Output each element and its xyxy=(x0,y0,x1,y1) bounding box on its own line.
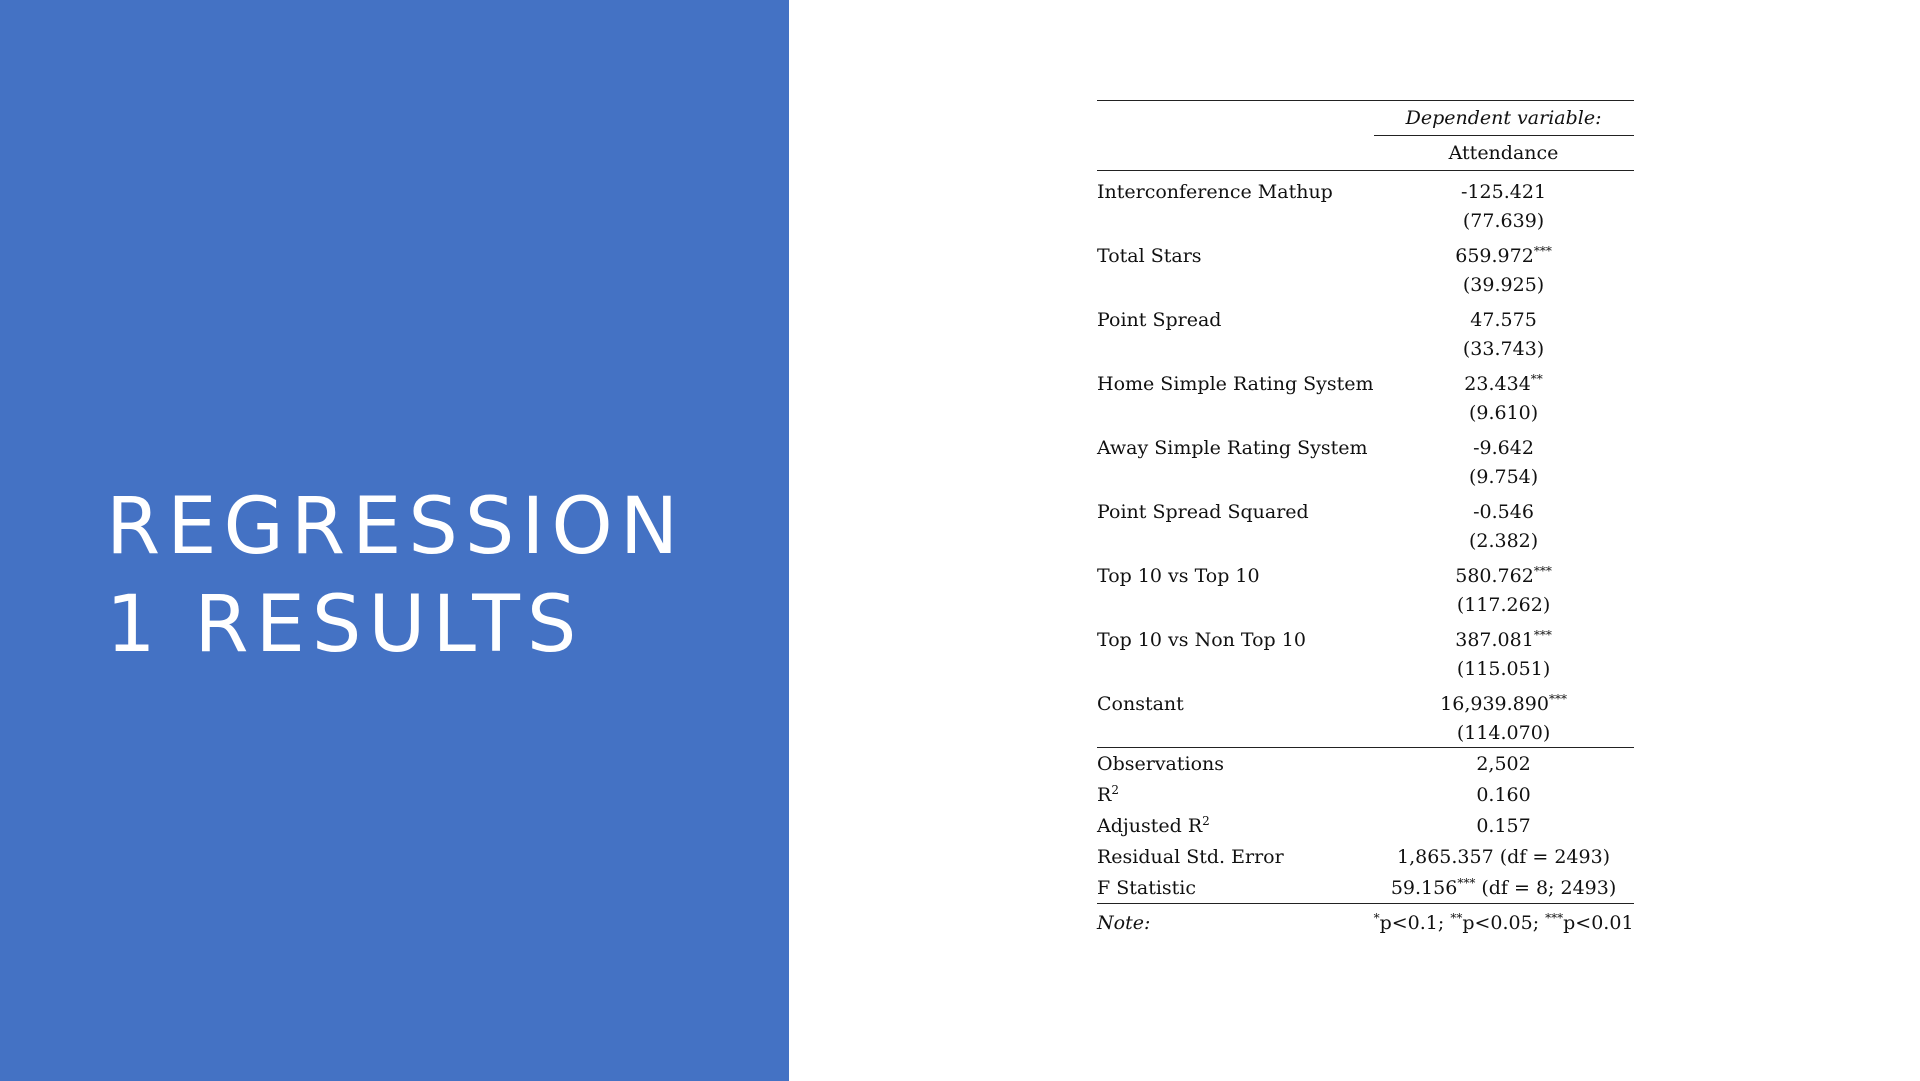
dependent-variable-row xyxy=(1097,136,1634,171)
slide-title-line-2: 1 RESULTS xyxy=(106,580,584,670)
note-row xyxy=(1097,904,1634,943)
residual-std-error-value: 1,865.357 (df = 2493) xyxy=(1396,845,1611,868)
significance-stars: *** xyxy=(1533,628,1552,642)
residual-std-error-label: Residual Std. Error xyxy=(1097,845,1284,868)
standard-error: (2.382) xyxy=(1468,530,1539,552)
coefficient-row xyxy=(1097,491,1634,527)
note-label: Note: xyxy=(1097,904,1374,943)
coefficient-name: Point Spread xyxy=(1097,309,1222,331)
significance-stars: *** xyxy=(1548,692,1567,706)
coefficient-row xyxy=(1097,363,1634,399)
coefficient-name: Interconference Mathup xyxy=(1097,181,1333,203)
coefficient-row xyxy=(1097,171,1634,208)
coefficient-estimate: 23.434 xyxy=(1464,373,1531,395)
adjusted-r-squared-value: 0.157 xyxy=(1476,814,1531,837)
dependent-variable-name: Attendance xyxy=(1374,136,1634,171)
standard-error-row xyxy=(1097,207,1634,235)
title-panel xyxy=(0,0,789,1081)
coefficient-estimate: 659.972 xyxy=(1455,245,1534,267)
standard-error-row xyxy=(1097,463,1634,491)
r-squared-label: $R^2$ xyxy=(1097,782,1119,806)
r-squared-value: 0.160 xyxy=(1476,783,1531,806)
observations-label: Observations xyxy=(1097,752,1225,775)
observations-value: 2,502 xyxy=(1476,752,1531,775)
coefficient-row xyxy=(1097,235,1634,271)
coefficient-row xyxy=(1097,619,1634,655)
coefficient-estimate: 47.575 xyxy=(1470,309,1537,331)
adjusted-r-squared-row xyxy=(1097,810,1634,841)
f-statistic-row xyxy=(1097,872,1634,904)
coefficient-estimate: 580.762 xyxy=(1455,565,1534,587)
coefficient-estimate: 16,939.890 xyxy=(1440,693,1549,715)
coefficient-name: Home Simple Rating System xyxy=(1097,373,1374,395)
residual-std-error-row xyxy=(1097,841,1634,872)
standard-error: (9.610) xyxy=(1468,402,1539,424)
standard-error-row xyxy=(1097,591,1634,619)
slide-title xyxy=(106,478,766,674)
coefficient-row xyxy=(1097,555,1634,591)
standard-error-row xyxy=(1097,271,1634,299)
standard-error: (9.754) xyxy=(1468,466,1539,488)
coefficient-name: Top 10 vs Non Top 10 xyxy=(1097,629,1306,651)
dependent-variable-label: Dependent variable: xyxy=(1374,101,1634,136)
coefficient-estimate: -9.642 xyxy=(1473,437,1534,459)
coefficient-name: Point Spread Squared xyxy=(1097,501,1309,523)
r-squared-row xyxy=(1097,779,1634,810)
standard-error-row xyxy=(1097,527,1634,555)
standard-error: (117.262) xyxy=(1456,594,1551,616)
coefficient-estimate: -125.421 xyxy=(1461,181,1547,203)
adjusted-r-squared-label: Adjusted $R^2$ xyxy=(1097,813,1210,837)
standard-error-row xyxy=(1097,719,1634,748)
slide-title-line-1: REGRESSION xyxy=(106,482,686,572)
coefficient-name: Away Simple Rating System xyxy=(1097,437,1368,459)
coefficient-row xyxy=(1097,427,1634,463)
coefficient-name: Constant xyxy=(1097,693,1184,715)
coefficient-name: Total Stars xyxy=(1097,245,1202,267)
coefficient-estimate: -0.546 xyxy=(1473,501,1534,523)
standard-error: (39.925) xyxy=(1462,274,1545,296)
standard-error: (114.070) xyxy=(1456,722,1551,744)
observations-row xyxy=(1097,748,1634,779)
coefficient-estimate: 387.081 xyxy=(1455,629,1534,651)
coefficient-row xyxy=(1097,683,1634,719)
significance-stars: *** xyxy=(1533,244,1552,258)
standard-error-row xyxy=(1097,399,1634,427)
significance-stars: ** xyxy=(1530,372,1543,386)
coefficient-row xyxy=(1097,299,1634,335)
significance-stars: *** xyxy=(1533,564,1552,578)
regression-table xyxy=(1097,100,1634,942)
f-statistic-value: 59.156*** (df = 8; 2493) xyxy=(1390,875,1617,899)
standard-error: (115.051) xyxy=(1456,658,1551,680)
dependent-variable-header-row xyxy=(1097,101,1634,136)
significance-note: *p<0.1; **p<0.05; ***p<0.01 xyxy=(1374,904,1634,943)
standard-error-row xyxy=(1097,335,1634,363)
coefficient-name: Top 10 vs Top 10 xyxy=(1097,565,1260,587)
f-statistic-label: F Statistic xyxy=(1097,876,1197,899)
standard-error: (77.639) xyxy=(1462,210,1545,232)
standard-error-row xyxy=(1097,655,1634,683)
standard-error: (33.743) xyxy=(1462,338,1545,360)
